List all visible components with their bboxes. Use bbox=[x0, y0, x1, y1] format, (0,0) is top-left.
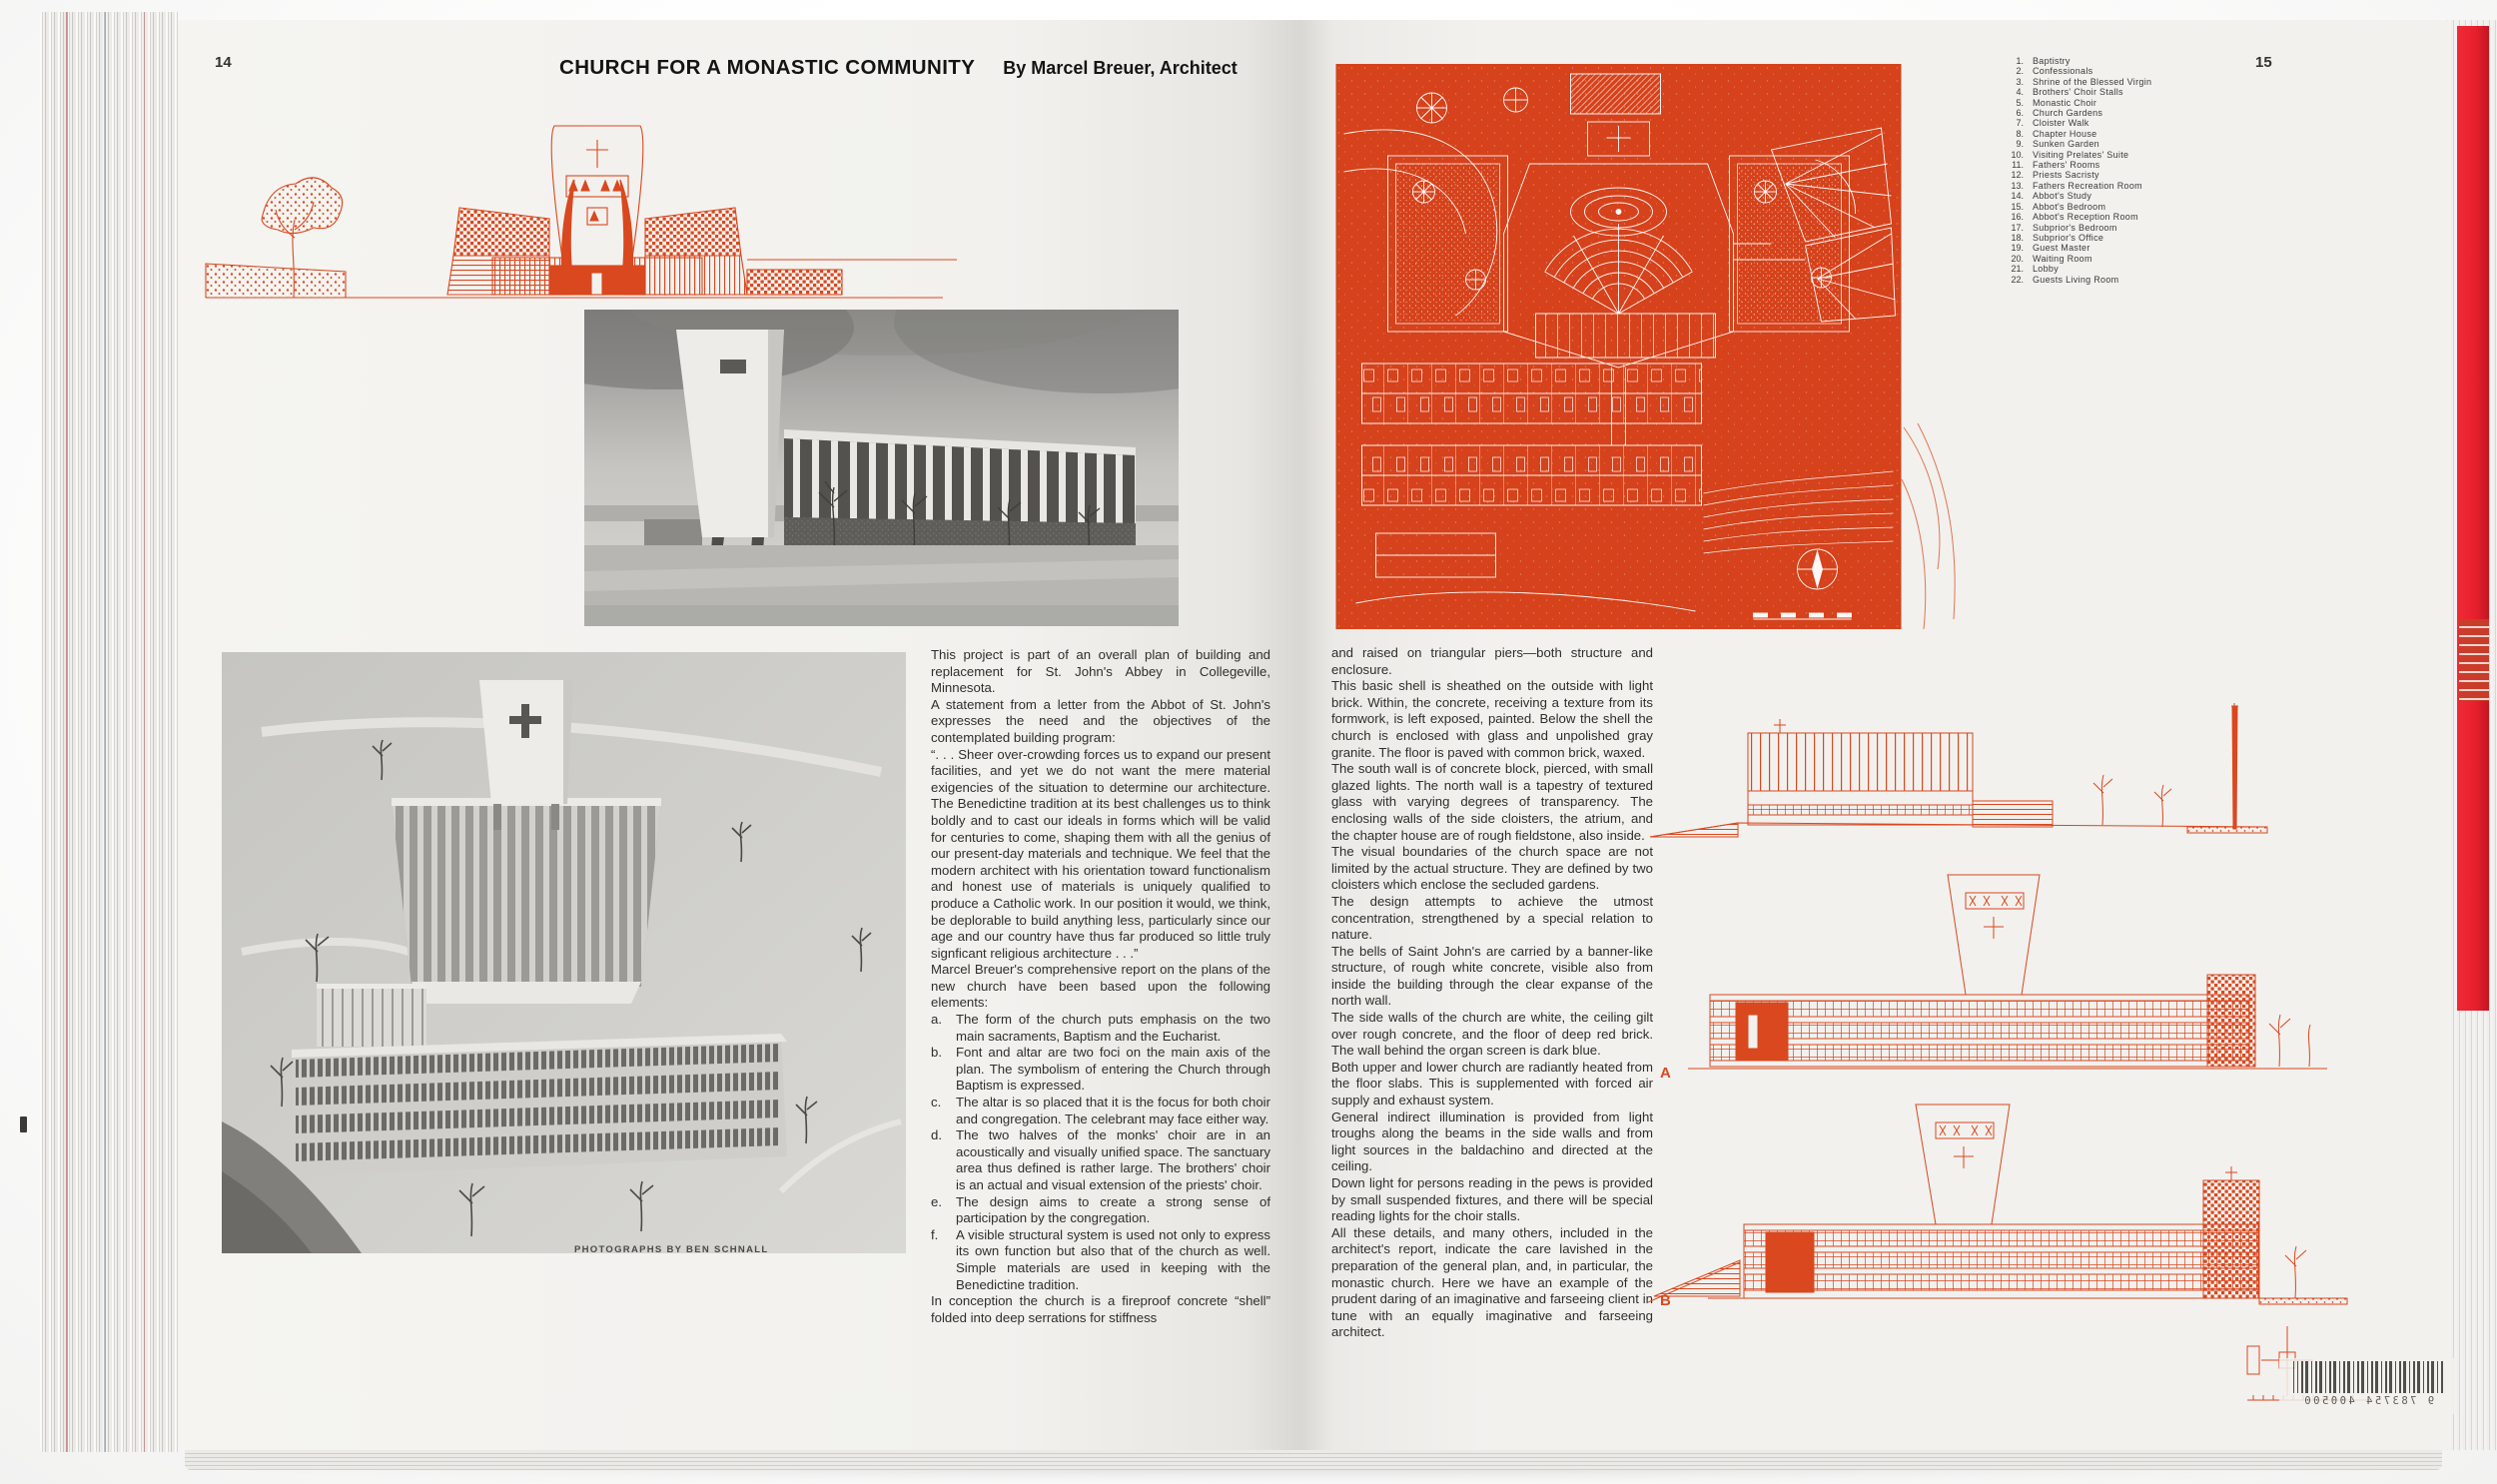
legend-number: 15. bbox=[2011, 201, 2024, 212]
legend-number: 6. bbox=[2016, 108, 2024, 119]
legend-row bbox=[2004, 264, 2303, 274]
legend-number: 2. bbox=[2016, 66, 2024, 77]
fieldstone-wall bbox=[206, 264, 346, 298]
legend-label: Abbot's Study bbox=[2033, 191, 2092, 202]
legend-number: 20. bbox=[2011, 253, 2024, 264]
legend-row bbox=[2004, 98, 2303, 108]
item-text: The form of the church puts emphasis on the two main sacraments, Baptism and the Eucharist. bbox=[956, 1012, 1270, 1044]
legend-number: 16. bbox=[2011, 212, 2024, 223]
item-letter: f. bbox=[931, 1226, 939, 1242]
legend-number: 10. bbox=[2011, 149, 2024, 160]
legend-label: Fathers Recreation Room bbox=[2033, 180, 2142, 191]
legend-label: Lobby bbox=[2033, 264, 2060, 275]
legend-row bbox=[2004, 212, 2303, 222]
legend-row bbox=[2004, 129, 2303, 139]
item-text: The design aims to create a strong sense of participation by the congregation. bbox=[956, 1193, 1270, 1226]
legend-row bbox=[2004, 77, 2303, 87]
legend-label: Guests Living Room bbox=[2033, 274, 2119, 285]
legend-row bbox=[2004, 150, 2303, 160]
page-edges-left bbox=[40, 12, 178, 1452]
item-letter: e. bbox=[931, 1193, 942, 1209]
brick-page-edge-artifact bbox=[2459, 619, 2489, 701]
legend-row bbox=[2004, 233, 2303, 243]
legend-label: Guest Master bbox=[2033, 243, 2090, 254]
paragraph: General indirect illumination is provided from light troughs along the beams in the side walls and from light sources in the baldachino and directed at the ceiling. bbox=[1331, 1109, 1653, 1174]
lettered-item bbox=[931, 1194, 1270, 1227]
legend-number: 11. bbox=[2012, 160, 2024, 171]
paragraph: The design attempts to achieve the utmost concentration, strengthened by a special relation to nature. bbox=[1331, 893, 1653, 943]
lettered-items bbox=[931, 1012, 1270, 1293]
outro-paragraphs bbox=[931, 1293, 1270, 1326]
paragraph: The bells of Saint John's are carried by a banner-like structure, of rough white concrete, visible also from inside the building through the clear expanse of the north wall. bbox=[1331, 943, 1653, 1009]
elevation-label-b: B bbox=[1660, 1292, 1671, 1309]
lettered-item bbox=[931, 1095, 1270, 1127]
paragraph: This project is part of an overall plan of building and replacement for St. John's Abbey in Collegeville, Minnesota. bbox=[931, 647, 1270, 696]
paragraph: In conception the church is a fireproof concrete “shell” folded into deep serrations for stiffness bbox=[931, 1293, 1270, 1325]
lettered-item bbox=[931, 1045, 1270, 1095]
legend-number: 19. bbox=[2011, 243, 2024, 254]
article-title: CHURCH FOR A MONASTIC COMMUNITY bbox=[559, 56, 976, 79]
item-letter: a. bbox=[931, 1012, 942, 1028]
elevation-b bbox=[1648, 1105, 2347, 1304]
paragraph: The south wall is of concrete block, pierced, with small glazed lights. The north wall is a tapestry of textured glass with varying degrees of transparency. The enclosing walls of the side cloisters, the atrium, and the chapter house are of rough fieldstone, also inside. bbox=[1331, 761, 1653, 843]
item-letter: d. bbox=[931, 1127, 942, 1143]
item-letter: b. bbox=[931, 1045, 942, 1061]
item-text: The two halves of the monks' choir are in an acoustically and visually unified space. The sanctuary area thus defined is rather large. The brothers' choir is an actual and visual extension of the priests' choir. bbox=[956, 1127, 1270, 1192]
item-text: The altar is so placed that it is the focus for both choir and congregation. The celebrant may face either way. bbox=[956, 1095, 1270, 1126]
right-text-column bbox=[1331, 645, 1653, 1341]
legend-label: Abbot's Bedroom bbox=[2033, 201, 2106, 212]
page-number-right: 15 bbox=[2255, 54, 2272, 71]
red-cover-band bbox=[2457, 26, 2489, 1011]
legend-label: Church Gardens bbox=[2033, 108, 2103, 119]
church-model bbox=[392, 798, 661, 1004]
legend-row bbox=[2004, 243, 2303, 253]
section-elevation-drawings bbox=[1648, 697, 2377, 1420]
legend-label: Confessionals bbox=[2033, 66, 2093, 77]
church-elevation-drawing bbox=[198, 88, 957, 335]
legend-label: Subprior's Office bbox=[2033, 232, 2104, 243]
legend-row bbox=[2004, 223, 2303, 233]
elevation-a bbox=[1688, 875, 2327, 1069]
paragraph: The side walls of the church are white, the ceiling gilt over rough concrete, and the floor of deep red brick. The wall behind the organ screen is dark blue. bbox=[1331, 1010, 1653, 1059]
spire bbox=[2232, 707, 2237, 829]
left-text-column bbox=[931, 647, 1270, 1326]
legend-row bbox=[2004, 254, 2303, 264]
legend-number: 18. bbox=[2011, 232, 2024, 243]
legend-number: 12. bbox=[2011, 170, 2024, 181]
barcode-bars bbox=[2293, 1361, 2443, 1393]
item-text: A visible structural system is used not only to express its own function but also that of the church as well. Simple materials are used in keeping with the Benedictine tradition. bbox=[956, 1226, 1270, 1292]
elevation-label-a: A bbox=[1660, 1065, 1671, 1082]
altar bbox=[1616, 210, 1621, 215]
legend-number: 17. bbox=[2011, 222, 2024, 233]
photo-caption: PHOTOGRAPHS BY BEN SCHNALL bbox=[574, 1244, 769, 1255]
legend-row bbox=[2004, 56, 2303, 66]
legend-label: Brothers' Choir Stalls bbox=[2033, 87, 2123, 98]
elevation-north bbox=[1650, 703, 2267, 837]
site-plan-drawing bbox=[1334, 64, 1903, 629]
barcode-showthrough bbox=[2279, 1358, 2457, 1414]
cross-icon bbox=[2225, 1166, 2237, 1180]
paragraph: Down light for persons reading in the pews is provided by small suspended fixtures, and there will be special reading lights for the choir stalls. bbox=[1331, 1175, 1653, 1224]
page-edges-bottom bbox=[185, 1450, 2442, 1470]
model-photo bbox=[222, 652, 906, 1253]
legend-number: 1. bbox=[2016, 56, 2024, 66]
plan-legend bbox=[2004, 56, 2303, 285]
legend-row bbox=[2004, 275, 2303, 285]
legend-number: 14. bbox=[2011, 191, 2024, 202]
legend-number: 3. bbox=[2016, 76, 2024, 87]
barcode-digits: 9 783754 400500 bbox=[2301, 1395, 2435, 1407]
legend-row bbox=[2004, 191, 2303, 201]
legend-number: 21. bbox=[2011, 264, 2024, 275]
page-number-left: 14 bbox=[215, 54, 232, 71]
legend-number: 8. bbox=[2016, 128, 2024, 139]
legend-row bbox=[2004, 118, 2303, 128]
legend-label: Waiting Room bbox=[2033, 253, 2092, 264]
legend-label: Monastic Choir bbox=[2033, 97, 2097, 108]
legend-row bbox=[2004, 108, 2303, 118]
paragraph: All these details, and many others, included in the architect's report, indicate the care lavished in the preparation of the general plan, and, in particular, the monastic church. Here we have an example of the prudent daring of an imaginative and farseeing client in tune with an equally imaginative and farseeing architect. bbox=[1331, 1224, 1653, 1340]
legend-number: 4. bbox=[2016, 87, 2024, 98]
intro-paragraphs bbox=[931, 647, 1270, 1012]
paragraph: and raised on triangular piers—both structure and enclosure. bbox=[1331, 645, 1653, 677]
contour-lines bbox=[1900, 419, 1972, 634]
paragraph: This basic shell is sheathed on the outside with light brick. Within, the concrete, receiving a texture from its formwork, is left exposed, painted. Below the shell the church is enclosed with glass and unpolished gray granite. The floor is paved with common brick, waxed. bbox=[1331, 678, 1653, 760]
legend-label: Priests Sacristy bbox=[2033, 170, 2099, 181]
legend-label: Fathers' Rooms bbox=[2033, 160, 2100, 171]
legend-number: 13. bbox=[2011, 180, 2024, 191]
legend-number: 9. bbox=[2016, 139, 2024, 150]
article-byline: By Marcel Breuer, Architect bbox=[1003, 58, 1238, 78]
legend-row bbox=[2004, 202, 2303, 212]
legend-row bbox=[2004, 139, 2303, 149]
paragraph: The visual boundaries of the church space are not limited by the actual structure. They are defined by two cloisters which enclose the secluded gardens. bbox=[1331, 844, 1653, 893]
legend-label: Shrine of the Blessed Virgin bbox=[2033, 76, 2152, 87]
legend-label: Chapter House bbox=[2033, 128, 2097, 139]
cross-icon bbox=[1954, 1146, 1974, 1168]
page-edge-mark bbox=[20, 1116, 27, 1132]
legend-row bbox=[2004, 66, 2303, 76]
paragraph: Marcel Breuer's comprehensive report on the plans of the new church have been based upon the following elements: bbox=[931, 962, 1270, 1011]
monastery-wing-model bbox=[292, 1034, 787, 1176]
legend-number: 7. bbox=[2016, 118, 2024, 129]
legend-row bbox=[2004, 170, 2303, 180]
legend-label: Cloister Walk bbox=[2033, 118, 2089, 129]
legend-number: 22. bbox=[2011, 274, 2024, 285]
item-text: Font and altar are two foci on the main axis of the plan. The symbolism of entering the Church through Baptism is expressed. bbox=[956, 1045, 1270, 1094]
lettered-item bbox=[931, 1127, 1270, 1193]
lettered-item bbox=[931, 1227, 1270, 1293]
legend-number: 5. bbox=[2016, 97, 2024, 108]
legend-label: Subprior's Bedroom bbox=[2033, 222, 2117, 233]
legend-label: Baptistry bbox=[2033, 56, 2071, 66]
cross-icon bbox=[1984, 917, 2004, 939]
item-letter: c. bbox=[931, 1095, 942, 1111]
cross-icon bbox=[1774, 719, 1786, 733]
compass-icon bbox=[1798, 549, 1838, 589]
legend-row bbox=[2004, 160, 2303, 170]
legend-label: Visiting Prelates' Suite bbox=[2033, 149, 2129, 160]
paragraph: Both upper and lower church are radiantly heated from the floor slabs. This is supplemented with forced air supply and exhaust system. bbox=[1331, 1059, 1653, 1109]
atrium-model bbox=[317, 984, 426, 1047]
exterior-photo bbox=[584, 310, 1179, 626]
legend-label: Sunken Garden bbox=[2033, 139, 2099, 150]
article-headline bbox=[559, 56, 1238, 80]
legend-label: Abbot's Reception Room bbox=[2033, 212, 2138, 223]
paragraph: A statement from a letter from the Abbot of St. John's expresses the need and the objectives of the contemplated building program: bbox=[931, 696, 1270, 745]
legend-row bbox=[2004, 87, 2303, 97]
legend-row bbox=[2004, 181, 2303, 191]
lettered-item bbox=[931, 1012, 1270, 1045]
paragraph: “. . . Sheer over-crowding forces us to expand our present facilities, and yet we do not want the mere material exigencies of the situation to determine our architecture. The Benedictine tradition at its best challenges us to think boldly and to cast our ideals in forms which will be valid for centuries to come, shaping them with all the genius of our present-day materials and technique. We feel that the modern architect with his orientation toward functionalism and honest use of materials is uniquely qualified to produce a Catholic work. In our position it would, we think, be deplorable to build anything less, particularly since our age and our country have thus far produced so little truly signficant religious architecture . . .” bbox=[931, 746, 1270, 961]
